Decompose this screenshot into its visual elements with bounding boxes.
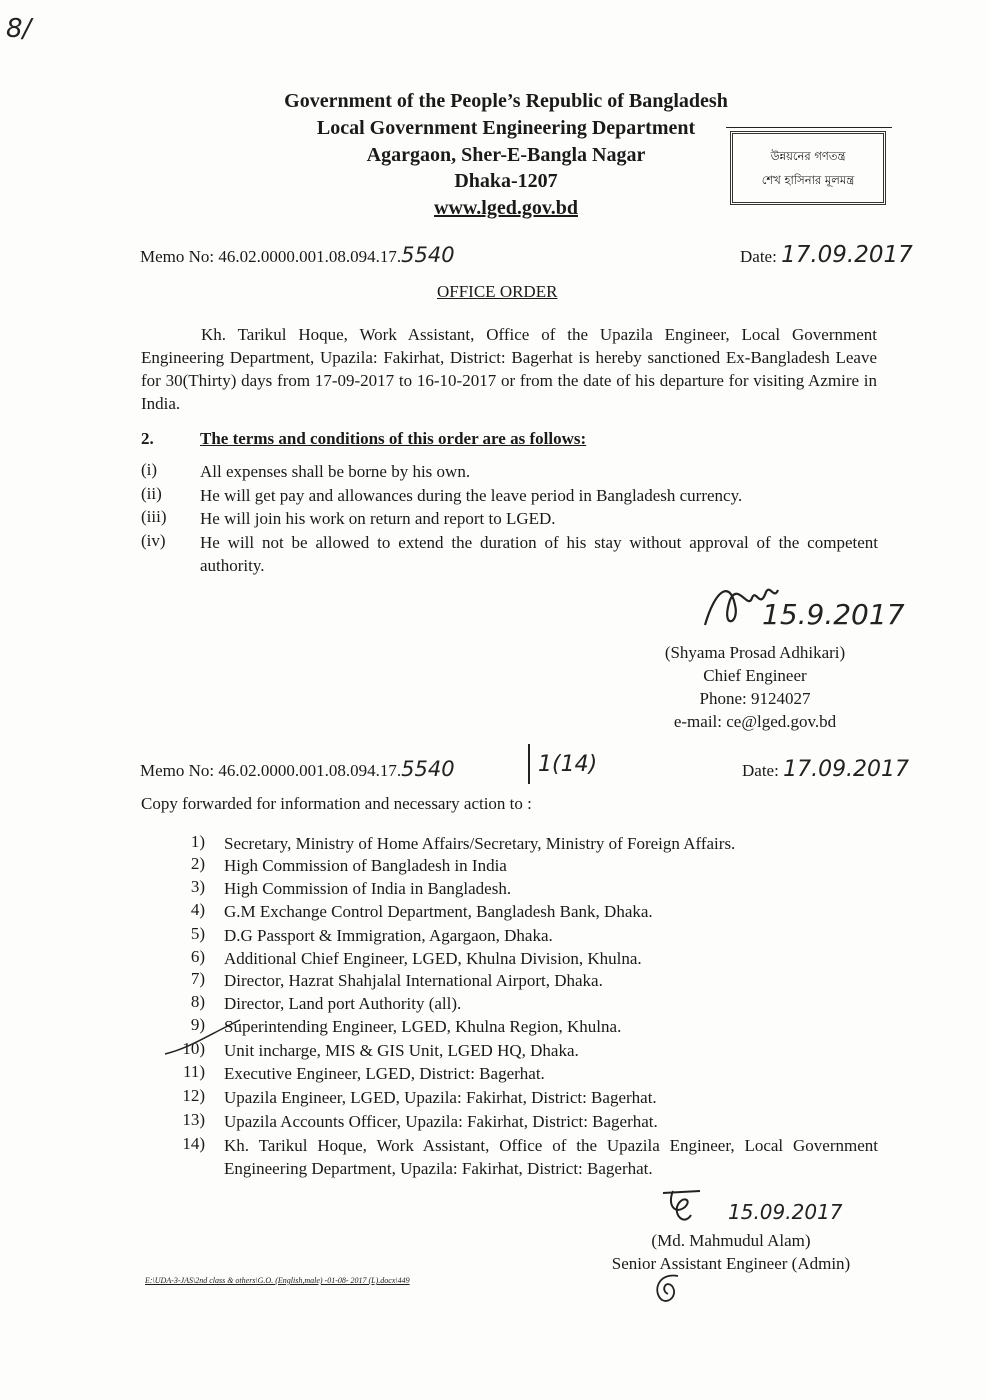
signature1-phone: Phone: 9124027 [699, 689, 811, 708]
copy-item-8-text: Director, Land port Authority (all). [224, 994, 462, 1013]
terms-number: 2. [141, 429, 154, 448]
signature2-block [590, 1229, 872, 1275]
copy-item-11-num: 11) [182, 1062, 205, 1081]
slogan-line-1: উন্নয়নের গণতন্ত্র [770, 149, 846, 163]
copy-item-5-text: D.G Passport & Immigration, Agargaon, Dhaka. [224, 926, 553, 945]
initial-mark [648, 1270, 688, 1306]
copy-item-8-num: 8) [190, 992, 205, 1011]
memo2-label: Memo No: 46.02.0000.001.08.094.17. [140, 761, 402, 780]
copy-item-10-num: 10) [182, 1039, 205, 1058]
footer-file-path: E:\UDA-3-JAS\2nd class & others\G.O. (English,male) -01-08- 2017 (L).docx\449 [145, 1276, 410, 1285]
copy-item-1-text: Secretary, Ministry of Home Affairs/Secretary, Ministry of Foreign Affairs. [224, 834, 736, 853]
term-1-text: All expenses shall be borne by his own. [200, 462, 471, 481]
memo2-annotation: 1(14) [538, 752, 598, 777]
memo2-divider [528, 744, 530, 784]
corner-handwritten-mark: 8/ [6, 14, 32, 44]
copy-item-14-num: 14) [182, 1134, 205, 1153]
signature1-name: (Shyama Prosad Adhikari) [664, 643, 846, 662]
signature1-designation: Chief Engineer [703, 666, 807, 685]
memo1-label: Memo No: 46.02.0000.001.08.094.17. [140, 247, 402, 266]
signature1-date: 15.9.2017 [762, 598, 905, 631]
term-4-num: (iv) [141, 531, 166, 550]
memo1-number: 5540 [401, 243, 455, 267]
memo2-number: 5540 [401, 757, 455, 781]
memo2-date-value: 17.09.2017 [783, 757, 910, 782]
header-government: Government of the People’s Republic of Bangladesh [284, 90, 728, 112]
copy-item-3-text: High Commission of India in Bangladesh. [224, 879, 512, 898]
term-2-num: (ii) [141, 484, 162, 503]
signature2-name: (Md. Mahmudul Alam) [651, 1231, 811, 1250]
slogan-line-2: শেখ হাসিনার মূলমন্ত্র [761, 173, 855, 187]
page-title: OFFICE ORDER [437, 282, 558, 301]
term-3-text: He will join his work on return and report to LGED. [200, 509, 556, 528]
senior-engineer-signature [655, 1185, 715, 1230]
copy-item-2-num: 2) [190, 854, 205, 873]
slogan-box [730, 131, 886, 205]
memo1-date-label: Date: [740, 247, 777, 266]
signature2-designation: Senior Assistant Engineer (Admin) [611, 1254, 851, 1273]
signature2-date: 15.09.2017 [728, 1200, 843, 1224]
header-website-link[interactable]: www.lged.gov.bd [434, 197, 578, 219]
copy-item-6-text: Additional Chief Engineer, LGED, Khulna Division, Khulna. [224, 949, 642, 968]
copy-item-3-num: 3) [190, 877, 205, 896]
term-4-text: He will not be allowed to extend the duration of his stay without approval of the competent authority. [200, 533, 878, 575]
copy-intro: Copy forwarded for information and necessary action to : [141, 794, 532, 813]
copy-item-9-num: 9) [190, 1015, 205, 1034]
terms-heading: The terms and conditions of this order are as follows: [200, 429, 587, 448]
signature1-email: e-mail: ce@lged.gov.bd [673, 712, 837, 731]
copy-item-13-num: 13) [182, 1110, 205, 1129]
copy-item-4-num: 4) [190, 900, 205, 919]
memo1-date [740, 244, 913, 268]
copy-item-1-num: 1) [190, 832, 205, 851]
copy-item-6-num: 6) [190, 947, 205, 966]
header-department: Local Government Engineering Department [316, 117, 696, 139]
copy-item-13-text: Upazila Accounts Officer, Upazila: Fakirhat, District: Bagerhat. [224, 1112, 658, 1131]
header-city: Dhaka-1207 [454, 170, 558, 192]
copy-item-12-text: Upazila Engineer, LGED, Upazila: Fakirhat, District: Bagerhat. [224, 1088, 657, 1107]
term-1-num: (i) [141, 460, 158, 479]
header-address: Agargaon, Sher-E-Bangla Nagar [366, 144, 646, 166]
copy-item-11-text: Executive Engineer, LGED, District: Bagerhat. [224, 1064, 545, 1083]
copy-item-5-num: 5) [190, 924, 205, 943]
term-3-num: (iii) [141, 507, 167, 526]
memo2-line [140, 758, 455, 782]
copy-item-2-text: High Commission of Bangladesh in India [224, 856, 507, 875]
memo1-date-value: 17.09.2017 [781, 242, 913, 268]
order-paragraph: Kh. Tarikul Hoque, Work Assistant, Office of the Upazila Engineer, Local Government Engineering Department, Upazila: Fakirhat, District: Bagerhat is hereby sanctioned Ex-Bangladesh Leave for 30(Thirty) days from 17-09-2017 to 16-10-2017 or from the date of his departure for visiting Azmire in India. [141, 325, 877, 413]
term-2-text: He will get pay and allowances during the leave period in Bangladesh currency. [200, 486, 743, 505]
pen-strike-marks [160, 1012, 250, 1062]
copy-item-10-text: Unit incharge, MIS & GIS Unit, LGED HQ, Dhaka. [224, 1041, 579, 1060]
copy-item-7-text: Director, Hazrat Shahjalal International Airport, Dhaka. [224, 971, 603, 990]
copy-item-7-num: 7) [190, 969, 205, 988]
memo1-line [140, 244, 455, 268]
copy-item-12-num: 12) [182, 1086, 205, 1105]
signature1-block [640, 641, 870, 733]
copy-item-4-text: G.M Exchange Control Department, Bangladesh Bank, Dhaka. [224, 902, 653, 921]
memo2-date-label: Date: [742, 761, 779, 780]
memo2-date [742, 758, 909, 782]
copy-item-9-text: Superintending Engineer, LGED, Khulna Region, Khulna. [224, 1017, 622, 1036]
copy-item-14-text: Kh. Tarikul Hoque, Work Assistant, Office of the Upazila Engineer, Local Government Engineering Department, Upazila: Fakirhat, District: Bagerhat. [224, 1136, 878, 1178]
header-rule [726, 127, 892, 128]
